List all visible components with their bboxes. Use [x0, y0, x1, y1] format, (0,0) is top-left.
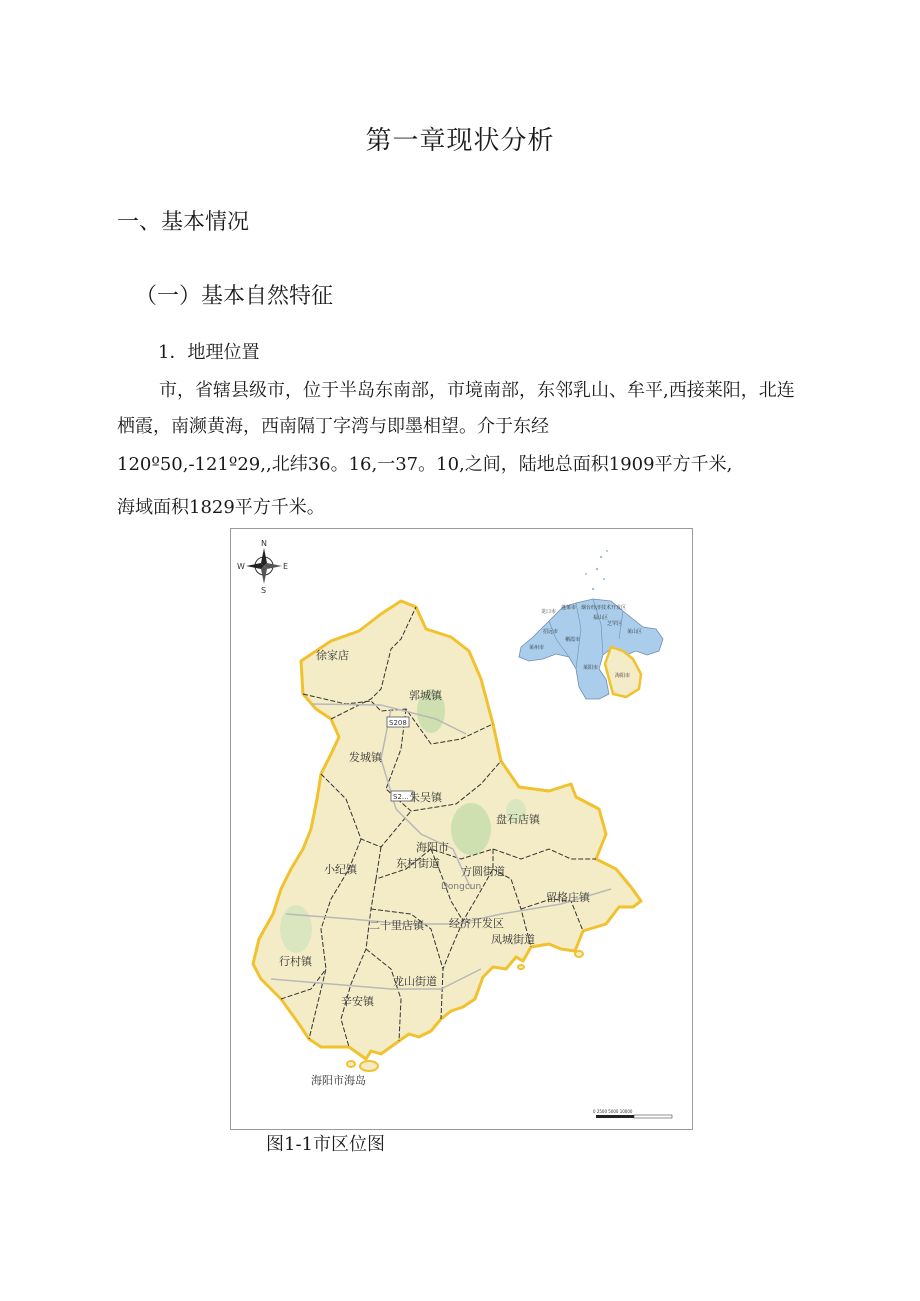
inset-label: 烟台经济技术开发区 — [581, 605, 627, 611]
item-heading: 1．地理位置 — [158, 342, 260, 363]
town-label: 东村街道 — [396, 857, 440, 870]
town-label: 郭城镇 — [409, 689, 442, 702]
map-svg — [231, 529, 694, 1131]
inset-label: 福山区 — [593, 615, 609, 621]
paragraph-coordinates: 120º50,-121º29,,北纬36。16,一37。10,之间，陆地总面积1909平方千米, — [117, 454, 733, 475]
town-label: 海阳市 — [416, 841, 449, 854]
inset-label: 龙口市 — [541, 609, 557, 615]
inset-label: 蓬莱市 — [561, 605, 577, 611]
figure-caption: 图1-1市区位图 — [266, 1134, 385, 1155]
green-area — [451, 803, 491, 855]
compass-icon — [237, 539, 288, 595]
town-label: 留格庄镇 — [546, 891, 590, 904]
inset-label: 栖霞市 — [565, 637, 581, 643]
inset-label: 芝罘区 — [607, 621, 623, 627]
town-label: 辛安镇 — [341, 995, 374, 1008]
town-label: 徐家店 — [316, 649, 349, 662]
inset-map — [519, 550, 663, 699]
compass-e-label: E — [283, 562, 289, 571]
town-label: 二十里店镇 — [369, 919, 424, 932]
map-figure — [230, 528, 693, 1130]
inset-label: 莱山区 — [627, 629, 643, 635]
town-label: 经济开发区 — [449, 917, 504, 930]
town-label: 朱吴镇 — [409, 791, 442, 804]
town-label: 方圆街道 — [461, 865, 505, 878]
town-label: 小纪镇 — [324, 863, 357, 876]
compass-n-label: N — [261, 539, 267, 548]
compass-s-label: S — [261, 586, 267, 595]
road-label: S208 — [389, 719, 407, 727]
town-label: 盘石店镇 — [496, 813, 540, 826]
subsection-heading: （一）基本自然特征 — [135, 284, 334, 309]
inset-label: 海阳市 — [615, 673, 631, 679]
inset-label: 招远市 — [543, 629, 559, 635]
inset-label: 莱阳市 — [583, 665, 599, 671]
paragraph-sea-area: 海域面积1829平方千米。 — [117, 497, 325, 518]
paragraph-location: 市，省辖县级市，位于半岛东南部，市境南部，东邻乳山、牟平,西接莱阳，北连栖霞，南濒黄海，西南隔丁字湾与即墨相望。介于东经 — [117, 380, 795, 437]
town-label: 海阳市海岛 — [311, 1074, 366, 1087]
town-label: 龙山街道 — [393, 975, 437, 988]
scale-bar — [593, 1109, 672, 1118]
road-label: S2... — [393, 793, 409, 801]
compass-w-label: W — [237, 562, 245, 571]
roman-label: Dongcun — [441, 882, 482, 892]
inset-label: 莱州市 — [529, 645, 545, 651]
town-label: 发城镇 — [349, 751, 382, 764]
town-label: 凤城街道 — [491, 933, 535, 946]
green-area — [280, 905, 312, 953]
section-heading: 一、基本情况 — [117, 210, 250, 235]
chapter-title: 第一章现状分析 — [365, 126, 555, 156]
scale-label: 0 2500 5000 10000 — [593, 1109, 633, 1114]
town-label: 行村镇 — [279, 955, 312, 968]
